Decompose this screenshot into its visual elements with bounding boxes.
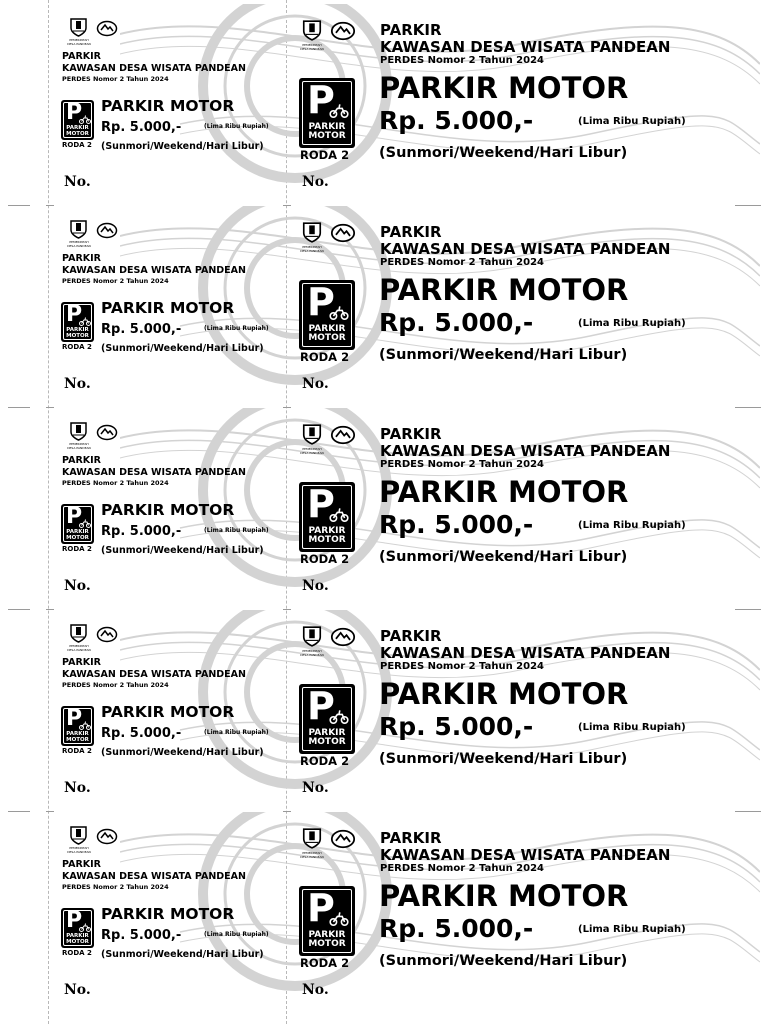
sign-letter: P <box>66 302 83 327</box>
stub-parkir-label: PARKIR <box>62 657 101 668</box>
regency-crest-icon <box>302 625 322 647</box>
parking-sign-icon <box>61 100 94 140</box>
cut-mark <box>735 609 761 610</box>
motorcycle-icon <box>329 506 349 522</box>
stub-price-words: (Lima Ribu Rupiah) <box>204 729 269 736</box>
main-number-label: No. <box>302 376 329 392</box>
crest-caption-line1: PEMERINTAH <box>69 644 89 648</box>
stub-regulation: PERDES Nomor 2 Tahun 2024 <box>62 479 169 487</box>
regency-crest-icon <box>70 421 87 441</box>
parking-sign-icon <box>299 886 355 956</box>
tourism-village-emblem-icon <box>330 223 356 243</box>
regency-crest-icon <box>70 219 87 239</box>
main-title: PARKIR MOTOR <box>379 677 629 711</box>
main-schedule: (Sunmori/Weekend/Hari Libur) <box>379 751 628 767</box>
main-parkir-label: PARKIR <box>380 21 442 39</box>
cut-mark <box>8 811 30 812</box>
sign-line2: MOTOR <box>308 333 346 344</box>
motorcycle-icon <box>329 102 349 118</box>
main-regulation: PERDES Nomor 2 Tahun 2024 <box>380 459 545 470</box>
crest-caption <box>62 39 96 46</box>
stub-price: Rp. 5.000,- <box>101 524 182 539</box>
tourism-village-emblem-icon <box>330 425 356 445</box>
main-price: Rp. 5.000,- <box>379 510 534 539</box>
stub-number-label: No. <box>64 780 91 796</box>
motorcycle-icon <box>79 922 91 932</box>
parking-ticket-2 <box>0 202 768 404</box>
cut-mark <box>283 205 291 206</box>
motorcycle-icon <box>79 518 91 528</box>
parking-ticket-1 <box>0 0 768 202</box>
cut-mark <box>283 811 291 812</box>
stub-schedule: (Sunmori/Weekend/Hari Libur) <box>101 343 264 354</box>
regency-crest-icon <box>302 827 322 849</box>
tourism-village-emblem-icon <box>96 20 118 37</box>
sign-line2: MOTOR <box>308 535 346 546</box>
main-schedule: (Sunmori/Weekend/Hari Libur) <box>379 549 628 565</box>
main-area-name: KAWASAN DESA WISATA PANDEAN <box>380 644 671 662</box>
sign-line1: PARKIR <box>308 728 346 738</box>
main-area-name: KAWASAN DESA WISATA PANDEAN <box>380 846 671 864</box>
sign-letter: P <box>307 482 335 526</box>
main-schedule: (Sunmori/Weekend/Hari Libur) <box>379 953 628 969</box>
cut-mark <box>8 205 30 206</box>
stub-area-name: KAWASAN DESA WISATA PANDEAN <box>62 669 246 680</box>
crest-caption-line1: PEMERINTAH <box>69 442 89 446</box>
cut-mark <box>735 205 761 206</box>
cut-mark <box>46 609 54 610</box>
sign-letter: P <box>66 706 83 731</box>
main-title: PARKIR MOTOR <box>379 71 629 105</box>
stub-area-name: KAWASAN DESA WISATA PANDEAN <box>62 63 246 74</box>
crest-caption <box>62 443 96 450</box>
ticket-stub <box>52 0 284 202</box>
crest-caption <box>295 448 329 455</box>
crest-caption-line2: DESA PANDEAN <box>300 450 324 455</box>
crest-caption-line1: PEMERINTAH <box>302 43 322 47</box>
sign-line2: MOTOR <box>308 131 346 142</box>
stub-vehicle-class: RODA 2 <box>62 343 92 351</box>
stub-regulation: PERDES Nomor 2 Tahun 2024 <box>62 277 169 285</box>
cut-mark <box>8 407 30 408</box>
sign-letter: P <box>66 504 83 529</box>
main-title: PARKIR MOTOR <box>379 879 629 913</box>
stub-number-label: No. <box>64 982 91 998</box>
stub-regulation: PERDES Nomor 2 Tahun 2024 <box>62 883 169 891</box>
motorcycle-icon <box>79 114 91 124</box>
main-price-words: (Lima Ribu Rupiah) <box>578 924 686 935</box>
sign-line1: PARKIR <box>66 327 89 333</box>
stub-number-label: No. <box>64 174 91 190</box>
stub-price-words: (Lima Ribu Rupiah) <box>204 527 269 534</box>
sign-line2: MOTOR <box>66 534 89 541</box>
tourism-village-emblem-icon <box>96 626 118 643</box>
crest-caption-line2: DESA PANDEAN <box>67 849 91 854</box>
crest-caption-line2: DESA PANDEAN <box>67 41 91 46</box>
stub-area-name: KAWASAN DESA WISATA PANDEAN <box>62 871 246 882</box>
parking-sign-icon <box>61 706 94 746</box>
crest-caption-line1: PEMERINTAH <box>69 240 89 244</box>
main-schedule: (Sunmori/Weekend/Hari Libur) <box>379 347 628 363</box>
crest-caption-line2: DESA PANDEAN <box>67 445 91 450</box>
main-vehicle-class: RODA 2 <box>300 754 350 768</box>
stub-title: PARKIR MOTOR <box>101 703 235 721</box>
sign-line1: PARKIR <box>308 526 346 536</box>
ticket-main <box>290 404 760 606</box>
cut-mark <box>46 407 54 408</box>
tourism-village-emblem-icon <box>330 21 356 41</box>
main-area-name: KAWASAN DESA WISATA PANDEAN <box>380 38 671 56</box>
main-regulation: PERDES Nomor 2 Tahun 2024 <box>380 863 545 874</box>
tourism-village-emblem-icon <box>96 424 118 441</box>
crest-caption-line2: DESA PANDEAN <box>67 647 91 652</box>
sign-letter: P <box>66 908 83 933</box>
crest-caption-line2: DESA PANDEAN <box>300 854 324 859</box>
crest-caption <box>295 44 329 51</box>
sign-letter: P <box>307 280 335 324</box>
main-parkir-label: PARKIR <box>380 223 442 241</box>
stub-title: PARKIR MOTOR <box>101 299 235 317</box>
main-price-words: (Lima Ribu Rupiah) <box>578 722 686 733</box>
motorcycle-icon <box>329 708 349 724</box>
parking-sign-icon <box>299 482 355 552</box>
sign-line2: MOTOR <box>66 736 89 743</box>
crest-caption <box>295 852 329 859</box>
regency-crest-icon <box>302 221 322 243</box>
main-regulation: PERDES Nomor 2 Tahun 2024 <box>380 661 545 672</box>
stub-vehicle-class: RODA 2 <box>62 545 92 553</box>
main-vehicle-class: RODA 2 <box>300 148 350 162</box>
stub-area-name: KAWASAN DESA WISATA PANDEAN <box>62 265 246 276</box>
sign-letter: P <box>66 100 83 125</box>
tourism-village-emblem-icon <box>330 627 356 647</box>
sign-line1: PARKIR <box>66 125 89 131</box>
crest-caption-line2: DESA PANDEAN <box>300 652 324 657</box>
cut-mark <box>735 811 761 812</box>
main-vehicle-class: RODA 2 <box>300 350 350 364</box>
main-area-name: KAWASAN DESA WISATA PANDEAN <box>380 240 671 258</box>
stub-vehicle-class: RODA 2 <box>62 747 92 755</box>
crest-caption <box>62 847 96 854</box>
main-title: PARKIR MOTOR <box>379 475 629 509</box>
stub-regulation: PERDES Nomor 2 Tahun 2024 <box>62 681 169 689</box>
regency-crest-icon <box>302 19 322 41</box>
crest-caption-line1: PEMERINTAH <box>69 38 89 42</box>
sign-line2: MOTOR <box>308 737 346 748</box>
stub-parkir-label: PARKIR <box>62 51 101 62</box>
motorcycle-icon <box>79 316 91 326</box>
crest-caption <box>62 645 96 652</box>
crest-caption-line1: PEMERINTAH <box>302 245 322 249</box>
crest-caption-line2: DESA PANDEAN <box>67 243 91 248</box>
stub-price: Rp. 5.000,- <box>101 120 182 135</box>
ticket-stub <box>52 404 284 606</box>
main-number-label: No. <box>302 982 329 998</box>
stub-price-words: (Lima Ribu Rupiah) <box>204 931 269 938</box>
crest-caption-line2: DESA PANDEAN <box>300 248 324 253</box>
main-price: Rp. 5.000,- <box>379 712 534 741</box>
parking-ticket-5 <box>0 808 768 1010</box>
motorcycle-icon <box>329 304 349 320</box>
cut-mark <box>46 811 54 812</box>
motorcycle-icon <box>79 720 91 730</box>
parking-ticket-4 <box>0 606 768 808</box>
cut-mark <box>8 609 30 610</box>
stub-price-words: (Lima Ribu Rupiah) <box>204 325 269 332</box>
main-price-words: (Lima Ribu Rupiah) <box>578 116 686 127</box>
stub-regulation: PERDES Nomor 2 Tahun 2024 <box>62 75 169 83</box>
stub-parkir-label: PARKIR <box>62 253 101 264</box>
crest-caption <box>295 650 329 657</box>
main-area-name: KAWASAN DESA WISATA PANDEAN <box>380 442 671 460</box>
stub-number-label: No. <box>64 578 91 594</box>
stub-number-label: No. <box>64 376 91 392</box>
sign-line1: PARKIR <box>308 122 346 132</box>
main-number-label: No. <box>302 174 329 190</box>
main-price-words: (Lima Ribu Rupiah) <box>578 318 686 329</box>
stub-area-name: KAWASAN DESA WISATA PANDEAN <box>62 467 246 478</box>
sign-line1: PARKIR <box>308 930 346 940</box>
parking-sign-icon <box>299 684 355 754</box>
stub-title: PARKIR MOTOR <box>101 97 235 115</box>
ticket-stub <box>52 808 284 1010</box>
crest-caption-line1: PEMERINTAH <box>302 851 322 855</box>
parking-ticket-3 <box>0 404 768 606</box>
main-price: Rp. 5.000,- <box>379 914 534 943</box>
stub-vehicle-class: RODA 2 <box>62 141 92 149</box>
sign-letter: P <box>307 684 335 728</box>
ticket-main <box>290 202 760 404</box>
main-parkir-label: PARKIR <box>380 829 442 847</box>
stub-title: PARKIR MOTOR <box>101 905 235 923</box>
sign-letter: P <box>307 886 335 930</box>
crest-caption-line1: PEMERINTAH <box>69 846 89 850</box>
sign-line1: PARKIR <box>66 731 89 737</box>
regency-crest-icon <box>70 623 87 643</box>
motorcycle-icon <box>329 910 349 926</box>
stub-price: Rp. 5.000,- <box>101 928 182 943</box>
ticket-main <box>290 606 760 808</box>
crest-caption-line2: DESA PANDEAN <box>300 46 324 51</box>
main-parkir-label: PARKIR <box>380 425 442 443</box>
tourism-village-emblem-icon <box>96 828 118 845</box>
crest-caption <box>62 241 96 248</box>
stub-title: PARKIR MOTOR <box>101 501 235 519</box>
ticket-main <box>290 808 760 1010</box>
main-schedule: (Sunmori/Weekend/Hari Libur) <box>379 145 628 161</box>
parking-sign-icon <box>299 280 355 350</box>
stub-schedule: (Sunmori/Weekend/Hari Libur) <box>101 545 264 556</box>
main-number-label: No. <box>302 780 329 796</box>
ticket-stub <box>52 606 284 808</box>
crest-caption <box>295 246 329 253</box>
main-number-label: No. <box>302 578 329 594</box>
regency-crest-icon <box>70 17 87 37</box>
cut-mark <box>735 407 761 408</box>
parking-sign-icon <box>61 908 94 948</box>
main-price-words: (Lima Ribu Rupiah) <box>578 520 686 531</box>
crest-caption-line1: PEMERINTAH <box>302 649 322 653</box>
cut-mark <box>46 205 54 206</box>
stub-vehicle-class: RODA 2 <box>62 949 92 957</box>
crest-caption-line1: PEMERINTAH <box>302 447 322 451</box>
parking-sign-icon <box>61 504 94 544</box>
regency-crest-icon <box>70 825 87 845</box>
main-vehicle-class: RODA 2 <box>300 552 350 566</box>
main-regulation: PERDES Nomor 2 Tahun 2024 <box>380 55 545 66</box>
sign-line2: MOTOR <box>66 938 89 945</box>
sign-line1: PARKIR <box>66 529 89 535</box>
sign-line2: MOTOR <box>308 939 346 950</box>
sign-line2: MOTOR <box>66 332 89 339</box>
stub-parkir-label: PARKIR <box>62 859 101 870</box>
parking-sign-icon <box>299 78 355 148</box>
stub-schedule: (Sunmori/Weekend/Hari Libur) <box>101 949 264 960</box>
main-vehicle-class: RODA 2 <box>300 956 350 970</box>
parking-sign-icon <box>61 302 94 342</box>
stub-schedule: (Sunmori/Weekend/Hari Libur) <box>101 747 264 758</box>
main-title: PARKIR MOTOR <box>379 273 629 307</box>
sign-line1: PARKIR <box>66 933 89 939</box>
tourism-village-emblem-icon <box>330 829 356 849</box>
stub-parkir-label: PARKIR <box>62 455 101 466</box>
main-parkir-label: PARKIR <box>380 627 442 645</box>
main-price: Rp. 5.000,- <box>379 106 534 135</box>
cut-mark <box>283 609 291 610</box>
main-price: Rp. 5.000,- <box>379 308 534 337</box>
stub-price: Rp. 5.000,- <box>101 726 182 741</box>
stub-price: Rp. 5.000,- <box>101 322 182 337</box>
stub-price-words: (Lima Ribu Rupiah) <box>204 123 269 130</box>
ticket-stub <box>52 202 284 404</box>
sign-letter: P <box>307 78 335 122</box>
main-regulation: PERDES Nomor 2 Tahun 2024 <box>380 257 545 268</box>
sign-line1: PARKIR <box>308 324 346 334</box>
tourism-village-emblem-icon <box>96 222 118 239</box>
cut-mark <box>283 407 291 408</box>
stub-schedule: (Sunmori/Weekend/Hari Libur) <box>101 141 264 152</box>
ticket-main <box>290 0 760 202</box>
sign-line2: MOTOR <box>66 130 89 137</box>
regency-crest-icon <box>302 423 322 445</box>
